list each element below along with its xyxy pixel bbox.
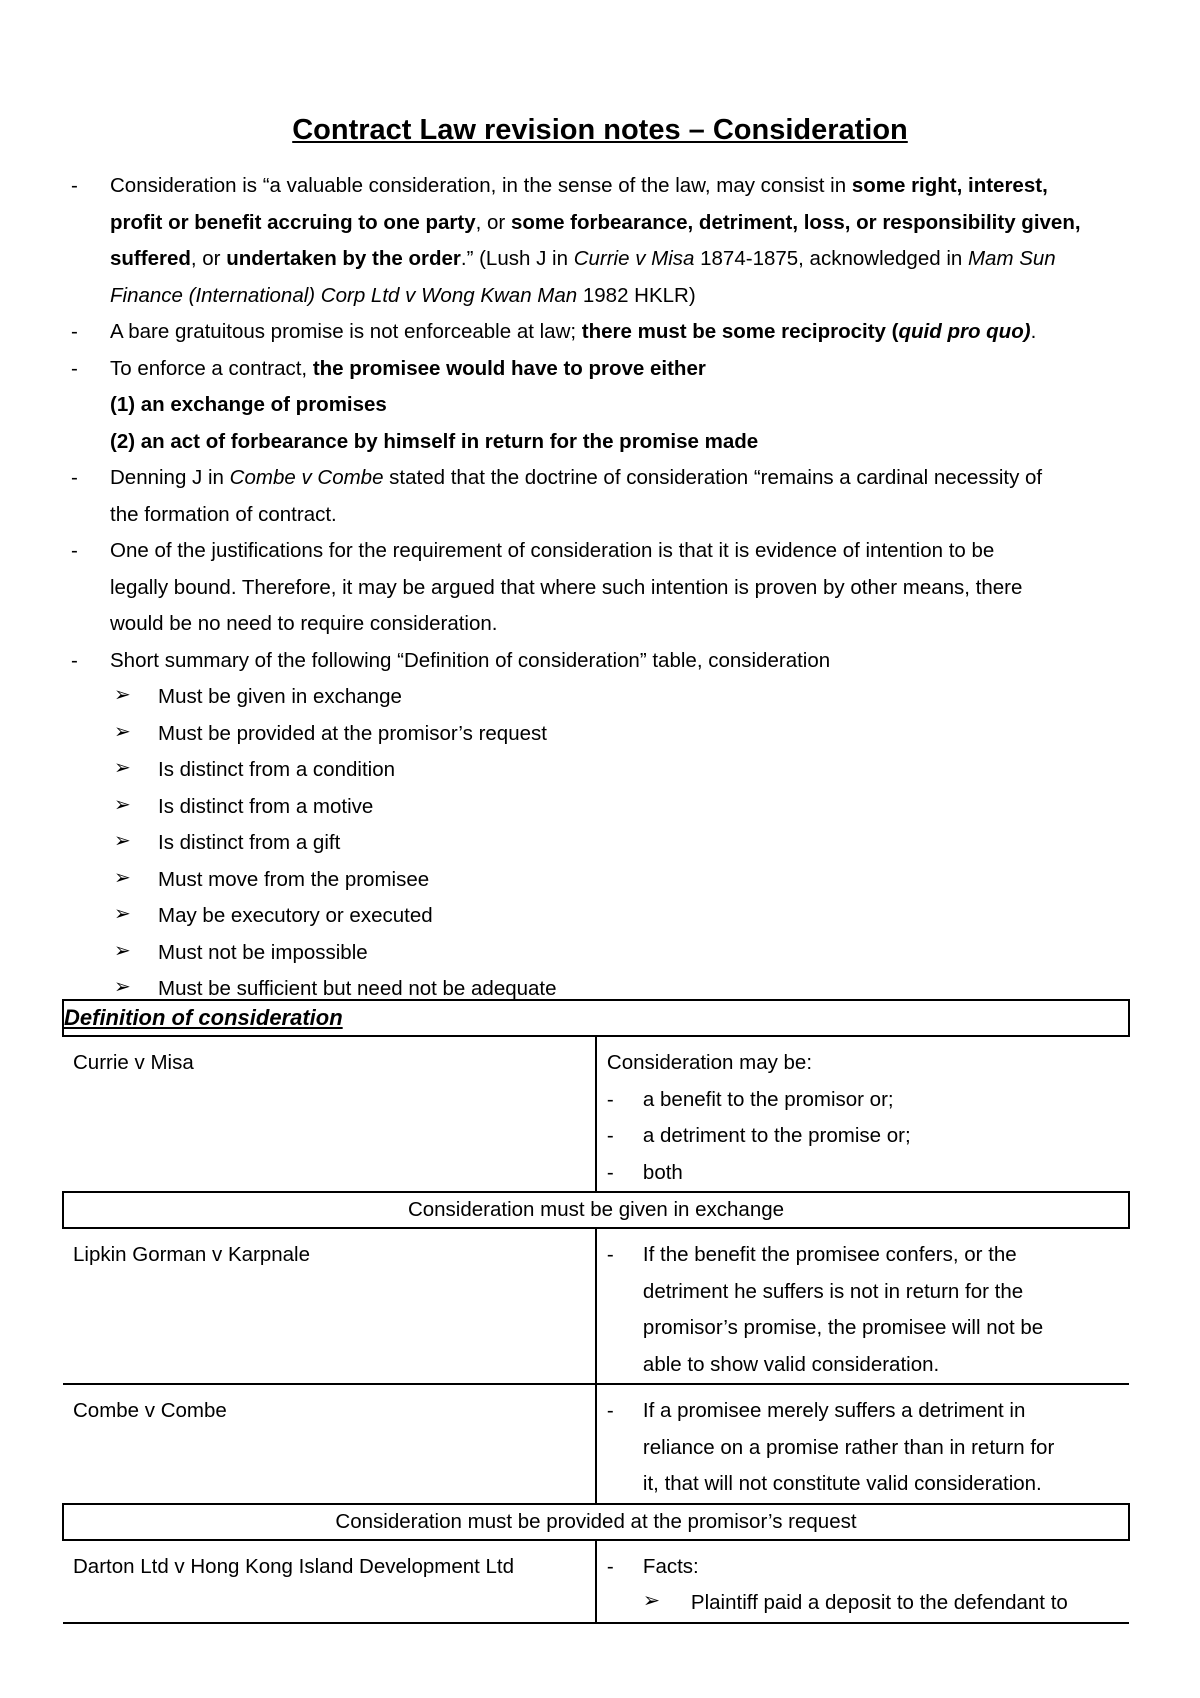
dash-bullet: - bbox=[606, 1399, 614, 1422]
table-heading: Definition of consideration bbox=[63, 1000, 1129, 1036]
section-heading: Consideration must be given in exchange bbox=[63, 1192, 1129, 1228]
summary-item: ➢ Must be sufficient but need not be adequate bbox=[64, 971, 1144, 1008]
table-heading-row bbox=[63, 1000, 1129, 1036]
dash-bullet: - bbox=[71, 648, 78, 672]
case-name: Lipkin Gorman v Karpnale bbox=[73, 1243, 311, 1266]
summary-item: ➢ Must be given in exchange bbox=[64, 679, 1144, 716]
table-row: Darton Ltd v Hong Kong Island Development Ltd - Facts: ➢ Plaintiff paid a deposit to the defendant to bbox=[63, 1540, 1129, 1623]
summary-item: ➢ Is distinct from a motive bbox=[64, 789, 1144, 826]
note-line: legally bound. Therefore, it may be argued that where such intention is proven by other means, there bbox=[110, 575, 1023, 599]
dash-bullet: - bbox=[606, 1554, 614, 1578]
note-line: (1) an exchange of promises bbox=[110, 393, 387, 416]
dash-bullet: - bbox=[606, 1243, 614, 1266]
dash-bullet: - bbox=[606, 1160, 614, 1184]
note-line: - One of the justifications for the requirement of consideration is that it is evidence of intention to be bbox=[64, 533, 1144, 570]
note-line: (2) an act of forbearance by himself in return for the promise made bbox=[110, 429, 759, 453]
arrow-bullet-icon: ➢ bbox=[114, 903, 131, 925]
arrow-bullet-icon: ➢ bbox=[114, 939, 131, 962]
definition-table bbox=[62, 999, 1130, 1624]
note-line: would be no need to require consideration. bbox=[110, 612, 498, 635]
summary-item: ➢ Must not be impossible bbox=[64, 935, 1144, 972]
note-line: - Short summary of the following “Definition of consideration” table, consideration bbox=[64, 643, 1144, 680]
table-section-row bbox=[63, 1192, 1129, 1228]
case-name: Combe v Combe bbox=[73, 1399, 227, 1422]
summary-item: ➢ Must move from the promisee bbox=[64, 862, 1144, 899]
note-line: - Denning J in Combe v Combe stated that the doctrine of consideration “remains a cardinal necessity of bbox=[64, 460, 1144, 497]
arrow-bullet-icon: ➢ bbox=[114, 757, 131, 779]
table-row: Combe v Combe - If a promisee merely suffers a detriment in reliance on a promise rather than in return for it, that will not constitute valid consideration. bbox=[63, 1384, 1129, 1504]
dash-bullet: - bbox=[71, 320, 78, 343]
note-line: - To enforce a contract, the promisee would have to prove either bbox=[64, 351, 1144, 388]
dash-bullet: - bbox=[71, 174, 78, 197]
arrow-bullet-icon: ➢ bbox=[642, 1589, 661, 1612]
arrow-bullet-icon: ➢ bbox=[114, 830, 131, 852]
summary-item: ➢ Must be provided at the promisor’s request bbox=[64, 716, 1144, 753]
note-line: - A bare gratuitous promise is not enforceable at law; there must be some reciprocity (quid pro quo). bbox=[64, 314, 1144, 351]
arrow-bullet-icon: ➢ bbox=[114, 684, 131, 706]
dash-bullet: - bbox=[71, 466, 78, 489]
summary-item: ➢ Is distinct from a gift bbox=[64, 825, 1144, 862]
table-section-row bbox=[63, 1504, 1129, 1540]
arrow-bullet-icon: ➢ bbox=[114, 866, 131, 889]
revision-notes bbox=[64, 168, 1144, 1008]
page-title: Contract Law revision notes – Consideration bbox=[292, 114, 908, 146]
summary-item: ➢ Is distinct from a condition bbox=[64, 752, 1144, 789]
arrow-bullet-icon: ➢ bbox=[114, 793, 131, 816]
table-row: Lipkin Gorman v Karpnale - If the benefit the promisee confers, or the detriment he suffers is not in return for the promisor’s promise, the promisee will not be able to show valid consideration. bbox=[63, 1228, 1129, 1384]
note-line: profit or benefit accruing to one party, or some forbearance, detriment, loss, or responsibility given, bbox=[110, 210, 1081, 234]
arrow-bullet-icon: ➢ bbox=[114, 976, 131, 998]
note-line: the formation of contract. bbox=[110, 502, 337, 526]
cell-text: Consideration may be: bbox=[606, 1051, 813, 1074]
arrow-bullet-icon: ➢ bbox=[114, 720, 131, 743]
case-name: Currie v Misa bbox=[73, 1051, 194, 1074]
note-line: Finance (International) Corp Ltd v Wong Kwan Man 1982 HKLR) bbox=[110, 283, 696, 307]
summary-item: ➢ May be executory or executed bbox=[64, 898, 1144, 935]
table-row: Currie v Misa Consideration may be: - a benefit to the promisor or; - a detriment to the promise or; - both bbox=[63, 1036, 1129, 1192]
dash-bullet: - bbox=[71, 539, 78, 562]
note-line: - Consideration is “a valuable consideration, in the sense of the law, may consist in some right, interest, bbox=[64, 168, 1144, 205]
note-line: suffered, or undertaken by the order.” (Lush J in Currie v Misa 1874-1875, acknowledged in Mam Sun bbox=[110, 247, 1056, 270]
case-name: Darton Ltd v Hong Kong Island Development Ltd bbox=[73, 1554, 515, 1578]
dash-bullet: - bbox=[606, 1124, 614, 1147]
section-heading: Consideration must be provided at the promisor’s request bbox=[63, 1504, 1129, 1540]
dash-bullet: - bbox=[71, 356, 78, 380]
dash-bullet: - bbox=[606, 1087, 614, 1111]
